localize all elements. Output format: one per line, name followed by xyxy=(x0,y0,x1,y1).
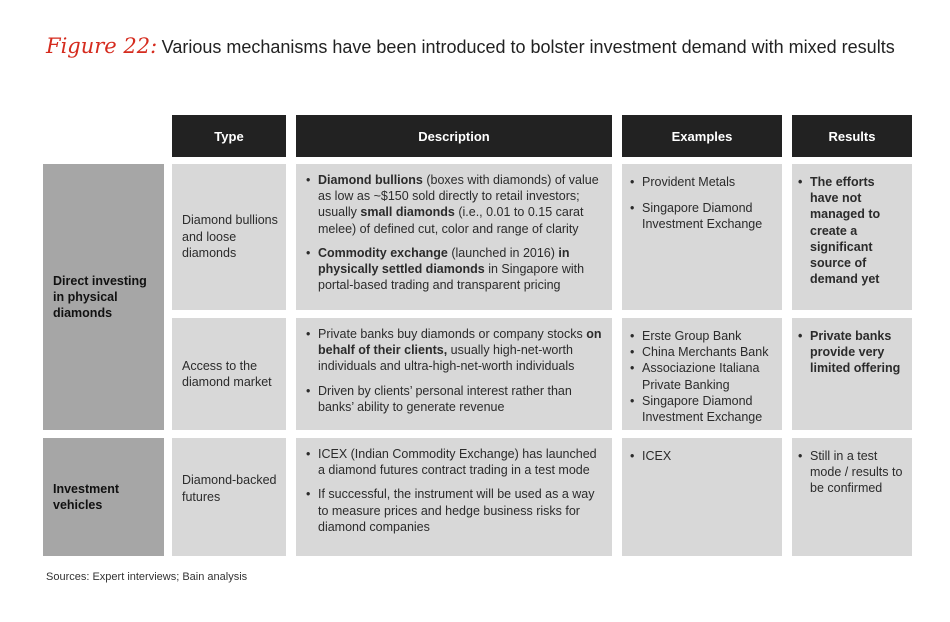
figure-title xyxy=(46,34,895,58)
row-2-desc-item-2: • Driven by clients’ personal interest rather than banks’ ability to generate revenue xyxy=(304,383,602,415)
figure-title-text: Various mechanisms have been introduced to bolster investment demand with mixed results xyxy=(161,37,895,57)
row-1-desc-item-1: • Diamond bullions (boxes with diamonds) of value as low as ~$150 sold directly to retail investors; usually small diamonds (i.e., 0.01 to 0.15 carat melee) of defined cut, color and range of clarity xyxy=(304,172,602,237)
row-3-results xyxy=(792,438,912,556)
group-label-investment-vehicles: Investment vehicles xyxy=(43,438,164,556)
row-3-result-item: • Still in a test mode / results to be confirmed xyxy=(796,448,906,497)
row-1-examples xyxy=(622,164,782,310)
row-1-type: Diamond bullions and loose diamonds xyxy=(172,164,286,310)
row-3-type: Diamond-backed futures xyxy=(172,438,286,556)
header-results: Results xyxy=(792,115,912,157)
header-examples: Examples xyxy=(622,115,782,157)
row-3-desc-item-2: • If successful, the instrument will be used as a way to measure prices and hedge business risks for diamond companies xyxy=(304,486,602,535)
header-description: Description xyxy=(296,115,612,157)
row-2-examples xyxy=(622,318,782,430)
row-2-desc-item-1: • Private banks buy diamonds or company stocks on behalf of their clients, usually high-net-worth individuals and ultra-high-net-worth individuals xyxy=(304,326,602,375)
header-type: Type xyxy=(172,115,286,157)
row-2-example-item: • Erste Group Bank xyxy=(628,328,776,344)
row-2-description xyxy=(296,318,612,430)
row-1-desc-item-2: • Commodity exchange (launched in 2016) in physically settled diamonds in Singapore with portal-based trading and transparent pricing xyxy=(304,245,602,294)
row-2-example-item: • Associazione Italiana Private Banking xyxy=(628,360,776,392)
row-2-example-item: • China Merchants Bank xyxy=(628,344,776,360)
row-1-results xyxy=(792,164,912,310)
row-3-description xyxy=(296,438,612,556)
row-2-type: Access to the diamond market xyxy=(172,318,286,430)
row-1-result-item: • The efforts have not managed to create a significant source of demand yet xyxy=(796,174,906,287)
row-1-example-item: • Singapore Diamond Investment Exchange xyxy=(628,200,776,232)
row-3-example-item: • ICEX xyxy=(628,448,776,464)
group-label-direct-investing: Direct investing in physical diamonds xyxy=(43,164,164,430)
row-2-example-item: • Singapore Diamond Investment Exchange xyxy=(628,393,776,425)
row-1-description xyxy=(296,164,612,310)
row-2-result-item: • Private banks provide very limited offering xyxy=(796,328,906,377)
row-1-example-item: • Provident Metals xyxy=(628,174,776,190)
row-3-examples xyxy=(622,438,782,556)
figure-label: Figure 22: xyxy=(46,34,158,58)
source-note: Sources: Expert interviews; Bain analysis xyxy=(46,571,248,583)
row-3-desc-item-1: • ICEX (Indian Commodity Exchange) has launched a diamond futures contract trading in a test mode xyxy=(304,446,602,478)
row-2-results xyxy=(792,318,912,430)
